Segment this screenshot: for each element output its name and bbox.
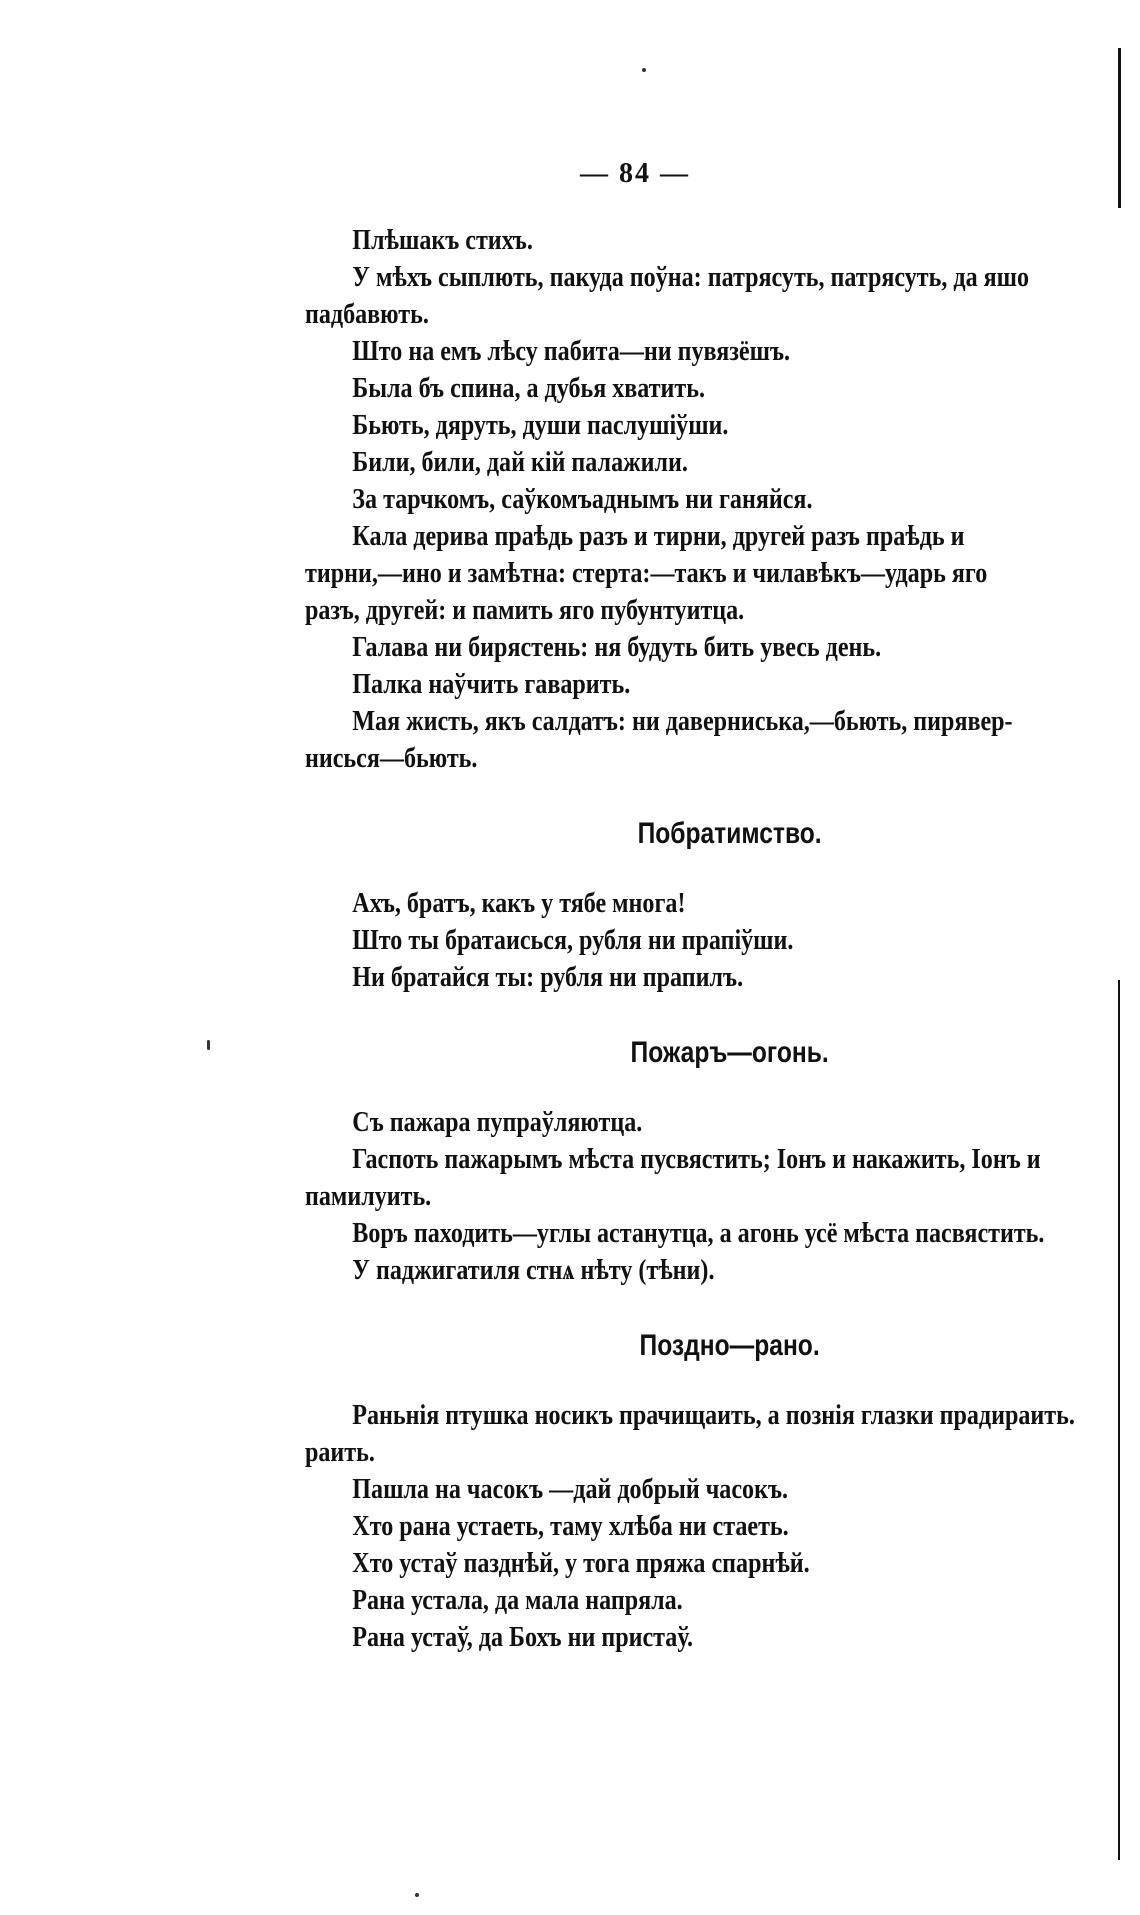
- text-line: Пашла на часокъ —дай добрый часокъ.: [352, 1474, 789, 1505]
- text-line: Съ пажара пупраўляютца.: [352, 1107, 643, 1138]
- text-line: Бьють, дяруть, души паслушіўши.: [352, 410, 729, 441]
- text-line: Гаспоть пажарымъ мѣста пусвястить; Іонъ и накажить, Іонъ и: [352, 1144, 1041, 1175]
- text-line: тирни,—ино и замѣтна: стерта:—такъ и чилавѣкъ—ударь яго: [305, 558, 988, 589]
- text-line: памилуить.: [305, 1181, 432, 1212]
- text-line: Плѣшакъ стихъ.: [352, 225, 533, 256]
- text-line: раить.: [305, 1437, 375, 1468]
- page-edge-rule: [1118, 980, 1120, 1860]
- section-heading: Побратимство.: [637, 817, 822, 850]
- section-heading: Поздно—рано.: [639, 1329, 820, 1362]
- section-brotherhood: [305, 885, 1105, 996]
- section-heading: Пожаръ—огонь.: [630, 1036, 829, 1069]
- text-line: падбавють.: [305, 299, 429, 330]
- ink-speck: [207, 1040, 210, 1050]
- ink-speck: [642, 68, 646, 72]
- text-line: нисься—бьють.: [305, 743, 478, 774]
- text-line: Воръ паходить—углы астанутца, а агонь усё мѣста пасвястить.: [352, 1218, 1045, 1249]
- text-line: Палка наўчить гаварить.: [352, 669, 631, 700]
- section-fire: [305, 1104, 1105, 1289]
- section-late-early: [305, 1397, 1105, 1656]
- text-line: Што на емъ лѣсу пабита—ни пувязёшъ.: [352, 336, 791, 367]
- text-line: Кала дерива праѣдь разъ и тирни, другей разъ праѣдь и: [352, 521, 965, 552]
- text-line: Ни братайся ты: рубля ни прапилъ.: [352, 962, 744, 993]
- text-line: Хто устаў пазднѣй, у тога пряжа спарнѣй.: [352, 1548, 810, 1579]
- page-body: [305, 222, 1105, 1656]
- section-proverbs: [305, 222, 1105, 777]
- text-line: У мѣхъ сыплють, пакуда поўна: патрясуть, патрясуть, да яшо: [352, 262, 1030, 293]
- text-line: Ахъ, братъ, какъ у тябе многа!: [352, 888, 686, 919]
- ink-speck: [415, 1893, 419, 1897]
- text-line: Рана устала, да мала напряла.: [352, 1585, 683, 1616]
- text-line: Была бъ спина, а дубья хватить.: [352, 373, 706, 404]
- text-line: Раньнія птушка носикъ прачищаить, а познія глазки прадирaить.: [352, 1400, 1075, 1431]
- text-line: Рана устаў, да Бохъ ни пристаў.: [352, 1622, 693, 1653]
- text-line: разъ, другей: и памить яго пубунтуитца.: [305, 595, 745, 626]
- text-line: Били, били, дай кій палажили.: [352, 447, 688, 478]
- page-number: — 84 —: [580, 158, 690, 189]
- text-line: Мая жисть, якъ салдатъ: ни даверниська,—бьють, пирявер-: [352, 706, 1013, 737]
- text-line: У паджигатиля стнѧ нѣту (тѣни).: [352, 1255, 715, 1286]
- text-line: За тарчкомъ, саўкомъаднымъ ни ганяйся.: [352, 484, 813, 515]
- text-line: Галава ни бирястень: ня будуть бить увесь день.: [352, 632, 882, 663]
- text-line: Хто рана устаеть, таму хлѣба ни стаеть.: [352, 1511, 789, 1542]
- text-line: Што ты братаисься, рубля ни прапіўши.: [352, 925, 794, 956]
